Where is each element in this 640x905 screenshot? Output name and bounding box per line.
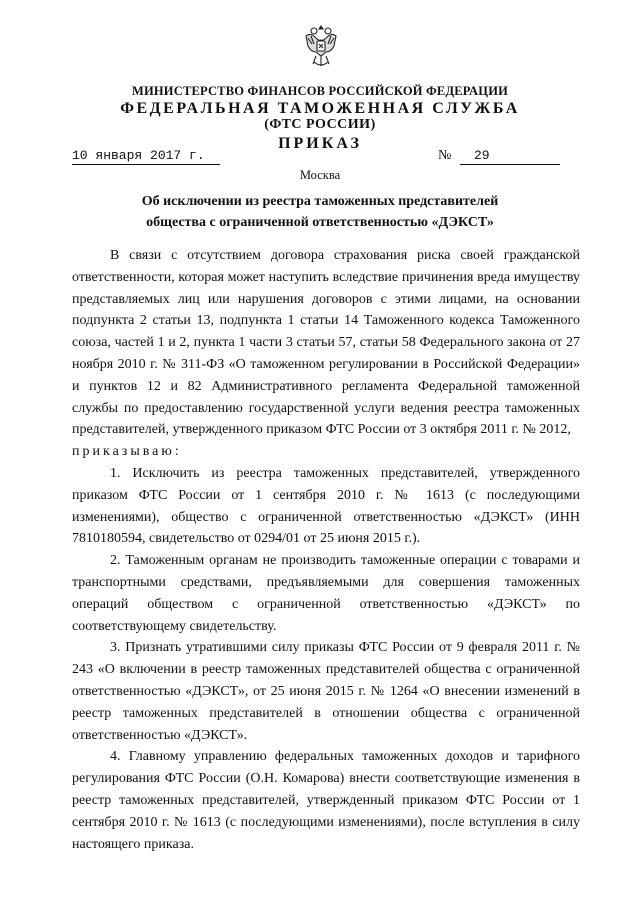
order-item: 4. Главному управлению федеральных таможенных доходов и тарифного регулирования ФТС России (О.Н. Комарова) внести соответствующие изменения в реестр таможенных представителей, утвержденный приказом ФТС России от 1 сентября 2010 г. № 1613 (с последующими изменениями), после вступления в силу настоящего приказа. <box>72 749 580 852</box>
preamble-paragraph: В связи с отсутствием договора страхования риска своей гражданской ответственности, которая может наступить вследствие причинения вреда имуществу представляемых лиц или нарушения договоров с этими лицами, на основании подпункта 2 статьи 13, подпункта 1 статьи 14 Таможенного кодекса Таможенного союза, частей 1 и 2, пункта 1 части 3 статьи 57, статьи 58 Федерального закона от 27 ноября 2010 г. № 311-ФЗ «О таможенном регулировании в Российской Федерации» и пунктов 12 и 82 Административного регламента Федеральной таможенной службы по предоставлению государственной услуги ведения реестра таможенных представителей, утвержденного приказом ФТС России от 3 октября 2011 г. № 2012, <box>72 248 580 438</box>
order-item: 2. Таможенным органам не производить таможенные операции с товарами и транспортными средствами, предъявляемыми для совершения таможенных операций обществом с ограниченной ответственностью «ДЭКСТ» по соответствующему свидетельству. <box>72 553 580 634</box>
ministry-name: МИНИСТЕРСТВО ФИНАНСОВ РОССИЙСКОЙ ФЕДЕРАЦИИ <box>131 84 509 98</box>
order-number: 29 <box>460 148 560 165</box>
order-body <box>72 245 580 855</box>
service-short-name: (ФТС РОССИИ) <box>264 117 376 132</box>
order-title-line: общества с ограниченной ответственностью «ДЭКСТ» <box>146 215 494 230</box>
order-date: 10 января 2017 г. <box>72 148 220 165</box>
coat-of-arms-emblem-icon <box>302 22 340 70</box>
order-word: приказываю: <box>72 444 182 460</box>
city: Москва <box>299 168 341 182</box>
order-title-line: Об исключении из реестра таможенных представителей <box>141 194 499 209</box>
order-title <box>60 191 580 233</box>
order-item: 1. Исключить из реестра таможенных представителей, утвержденного приказом ФТС России от 1 сентября 2010 г. № 1613 (с последующими изменениями), общество с ограниченной ответственностью «ДЭКСТ» (ИНН 7810180594, свидетельство от 0294/01 от 25 июня 2015 г.). <box>72 465 580 547</box>
order-number-label: № <box>438 148 452 163</box>
document-type: ПРИКАЗ <box>278 135 362 152</box>
order-item: 3. Признать утратившими силу приказы ФТС России от 9 февраля 2011 г. № 243 «О включении в реестр таможенных представителей общества с ограниченной ответственностью «ДЭКСТ», от 25 июня 2015 г. № 1264 «О внесении изменений в реестр таможенных представителей в отношении общества с ограниченной ответственностью «ДЭКСТ». <box>72 640 580 743</box>
order-word-paragraph <box>72 441 580 463</box>
service-name: ФЕДЕРАЛЬНАЯ ТАМОЖЕННАЯ СЛУЖБА <box>120 100 520 117</box>
